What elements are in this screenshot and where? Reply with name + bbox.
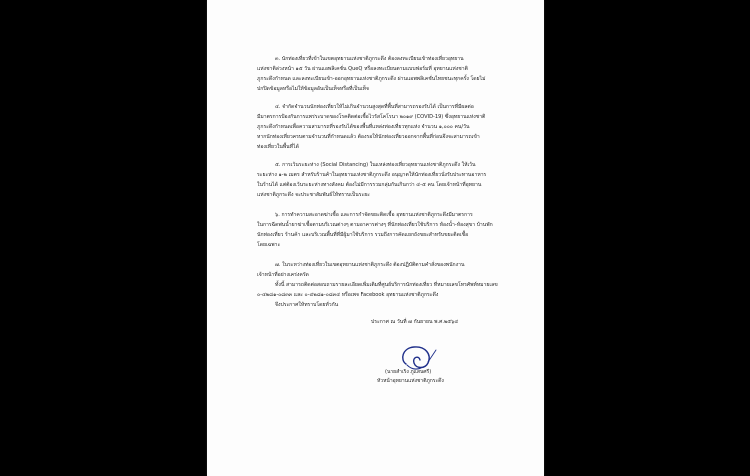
paragraph-line: ระยะห่าง ๑-๒ เมตร สำหรับร้านค้าในอุทยานแห่งชาติภูกระดึง อนุญาตให้นักท่องเที่ยวนั่งรับประทานอาหาร [257,172,487,178]
paragraph-line: ๖. การทำความสะอาดฆ่าเชื้อ และการกำจัดขยะติดเชื้อ อุทยานแห่งชาติภูกระดึงมีมาตรการ [275,212,473,218]
document-page [207,0,544,476]
paragraph-line: จึงประกาศให้ทราบโดยทั่วกัน [275,302,339,308]
paragraph-line: มีมาตรการป้องกันการแพร่ระบาดของโรคติดต่อเชื้อไวรัสโคโรนา ๒๐๑๙ (COVID-19) ซึ่งอุทยานแห่งชาติ [257,114,486,120]
paragraph-6 [257,210,519,250]
paragraph-5 [257,160,519,200]
paragraph-line: แห่งชาติภูกระดึง จะประชาสัมพันธ์ให้ทราบเป็นระยะ [257,192,370,198]
paragraph-line: ในร้านได้ แต่ต้องเว้นระยะห่างทางสังคม ต้องไม่มีการรวมกลุ่มกันเกินกว่า ๔-๕ คน โดยเจ้าหน้าที่อุทยาน [257,182,482,188]
paragraph-line: ๕. การเว้นระยะห่าง (Social Distancing) ในแหล่งท่องเที่ยวอุทยานแห่งชาติภูกระดึง ให้เว้น [275,162,476,168]
paragraph-line: แห่งชาติล่วงหน้า ๑๕ วัน ผ่านแอพลิเคชั่น QueQ หรือลงทะเบียนตามแบบฟอร์มที่ อุทยานแห่งชาติ [257,66,468,72]
paragraph-line: ทั้งนี้ สามารถติดต่อสอบถามรายละเอียดเพิ่มเติมที่ศูนย์บริการนักท่องเที่ยว ที่หมายเลขโทรศัพท์หมายเลข [275,282,498,288]
paragraph-line: ภูกระดึงกำหนดเพื่อความสามารถที่รองรับได้ของพื้นที่แหล่งท่องเที่ยวทุกแห่ง จำนวน ๑,๐๐๐ คน/วัน [257,124,470,130]
paragraph-line: ในการฉีดพ่นน้ำยาฆ่าเชื้อตามบริเวณต่างๆ ตามอาคารต่างๆ ที่นักท่องเที่ยวใช้บริการ ห้องน้ำ-ห้องสุขา บ้านพัก [257,222,493,228]
signer-name: (นายสำเริง ภูแสนศรี) [385,369,432,375]
paragraph-line: โดยเฉพาะ [257,242,281,248]
paragraph-4 [257,102,519,152]
announcement-date: ประกาศ ณ วันที่ ๗ กันยายน พ.ศ.๒๕๖๔ [371,319,459,325]
paragraph-line: ปกปิดข้อมูลหรือไม่ให้ข้อมูลอันเป็นเท็จหรือที่เป็นเท็จ [257,86,369,92]
paragraph-line: ๔. จำกัดจำนวนนักท่องเที่ยวให้ไม่เกินจำนวนสูงสุดที่พื้นที่สามารถรองรับได้ เป็นการที่มีผลต่อ [275,104,474,110]
paragraph-line: ๗. ในระหว่างท่องเที่ยวในเขตอุทยานแห่งชาติภูกระดึง ต้องปฏิบัติตามคำสั่งของพนักงาน [275,262,465,268]
contact-paragraph [257,280,519,300]
paragraph-3 [257,54,519,94]
paragraph-line: นักท่องเที่ยว ร้านค้า และบริเวณพื้นที่ที่มีผู้มาใช้บริการ รวมถึงการคัดแยกถังขยะสำหรับขยะติดเชื้อ [257,232,469,238]
paragraph-line: ๓. นักท่องเที่ยวที่เข้าในเขตอุทยานแห่งชาติภูกระดึง ต้องลงทะเบียนเข้าท่องเที่ยวอุทยาน [275,56,464,62]
paragraph-line: ท่องเที่ยวในพื้นที่ได้ [257,144,299,150]
paragraph-line: เจ้าหน้าที่อย่างเคร่งครัด [257,272,309,278]
paragraph-line: ๐-๔๒๘๑-๐๘๓๓ และ ๐-๔๒๘๑-๐๘๓๔ หรือเพจ Facebook อุทยานแห่งชาติภูกระดึง [257,292,439,298]
paragraph-7 [257,260,519,280]
paragraph-line: หากนักท่องเที่ยวครบตามจำนวนที่กำหนดแล้ว ต้องรอให้นักท่องเที่ยวออกจากพื้นที่ก่อนจึงจะสามารถเข้า [257,134,480,140]
closing-paragraph [257,300,519,310]
signer-title: หัวหน้าอุทยานแห่งชาติภูกระดึง [377,378,444,384]
paragraph-line: ภูกระดึงกำหนด และลงทะเบียนเข้า-ออกอุทยานแห่งชาติภูกระดึง ผ่านแอพพลิเคชั่นไทยชนะทุกครั้ง โดยไม่ [257,76,486,82]
